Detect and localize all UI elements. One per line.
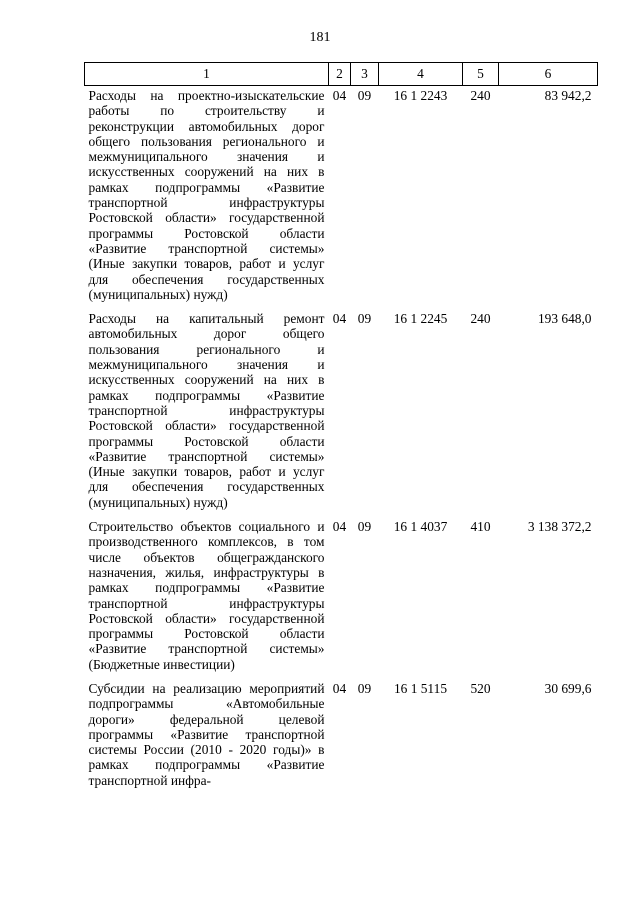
row-subsection: 09	[357, 311, 372, 327]
row-target-article: 16 1 2245	[393, 311, 448, 327]
row-target-article: 16 1 2243	[393, 88, 448, 103]
header-col-2: 2	[329, 63, 351, 86]
table-row	[85, 679, 598, 795]
row-subsection: 09	[357, 519, 372, 535]
header-col-3: 3	[351, 63, 379, 86]
header-col-4: 4	[379, 63, 463, 86]
row-amount: 3 138 372,2	[527, 519, 592, 535]
header-row	[85, 63, 598, 86]
row-description: Субсидии на реализацию мероприятий подпрограммы «Автомобильные дороги» федеральной целевой программы «Развитие транспортной системы России (2010 - 2020 годы)» в рамках подпрограммы «Развитие транспортной инфра-	[88, 680, 325, 788]
row-section: 04	[332, 680, 347, 696]
header-col-5: 5	[463, 63, 499, 86]
header-col-6: 6	[499, 63, 598, 86]
header-col-1: 1	[85, 63, 329, 86]
row-section: 04	[332, 519, 347, 535]
row-expense-type: 410	[470, 519, 491, 535]
row-target-article: 16 1 5115	[393, 680, 448, 696]
row-description: Расходы на капитальный ремонт автомобильных дорог общего пользования регионального и межмуниципального значения и искусственных сооружений на них в рамках подпрограммы «Развитие транспортной инфраструктуры Ростовской области» государственной программы Ростовской области «Развитие транспортной системы» (Иные закупки товаров, работ и услуг для обеспечения государственных (муниципальных) нужд)	[88, 311, 325, 510]
row-amount: 193 648,0	[537, 311, 592, 327]
row-amount: 83 942,2	[544, 88, 592, 103]
row-target-article: 16 1 4037	[393, 519, 448, 535]
table-row	[85, 517, 598, 679]
row-expense-type: 240	[470, 88, 491, 103]
row-expense-type: 520	[470, 680, 491, 696]
table-row	[85, 86, 598, 310]
row-amount: 30 699,6	[544, 680, 592, 696]
row-section: 04	[332, 88, 347, 103]
page-number: 181	[309, 30, 331, 45]
row-description: Строительство объектов социального и производственного комплексов, в том числе объектов общегражданского назначения, жилья, инфраструктуры в рамках подпрограммы «Развитие транспортной инфраструктуры Ростовской области» государственной программы Ростовской области «Развитие транспортной системы» (Бюджетные инвестиции)	[88, 519, 325, 672]
row-subsection: 09	[357, 88, 372, 103]
budget-table	[84, 62, 598, 795]
row-section: 04	[332, 311, 347, 327]
row-subsection: 09	[357, 680, 372, 696]
table-row	[85, 309, 598, 517]
row-description: Расходы на проектно-изыскательские работы по строительству и реконструкции автомобильных дорог общего пользования регионального и межмуниципального значения и искусственных сооружений на них в рамках подпрограммы «Развитие транспортной инфраструктуры Ростовской области» государственной программы Ростовской области «Развитие транспортной системы» (Иные закупки товаров, работ и услуг для обеспечения государственных (муниципальных) нужд)	[88, 88, 325, 302]
row-expense-type: 240	[470, 311, 491, 327]
